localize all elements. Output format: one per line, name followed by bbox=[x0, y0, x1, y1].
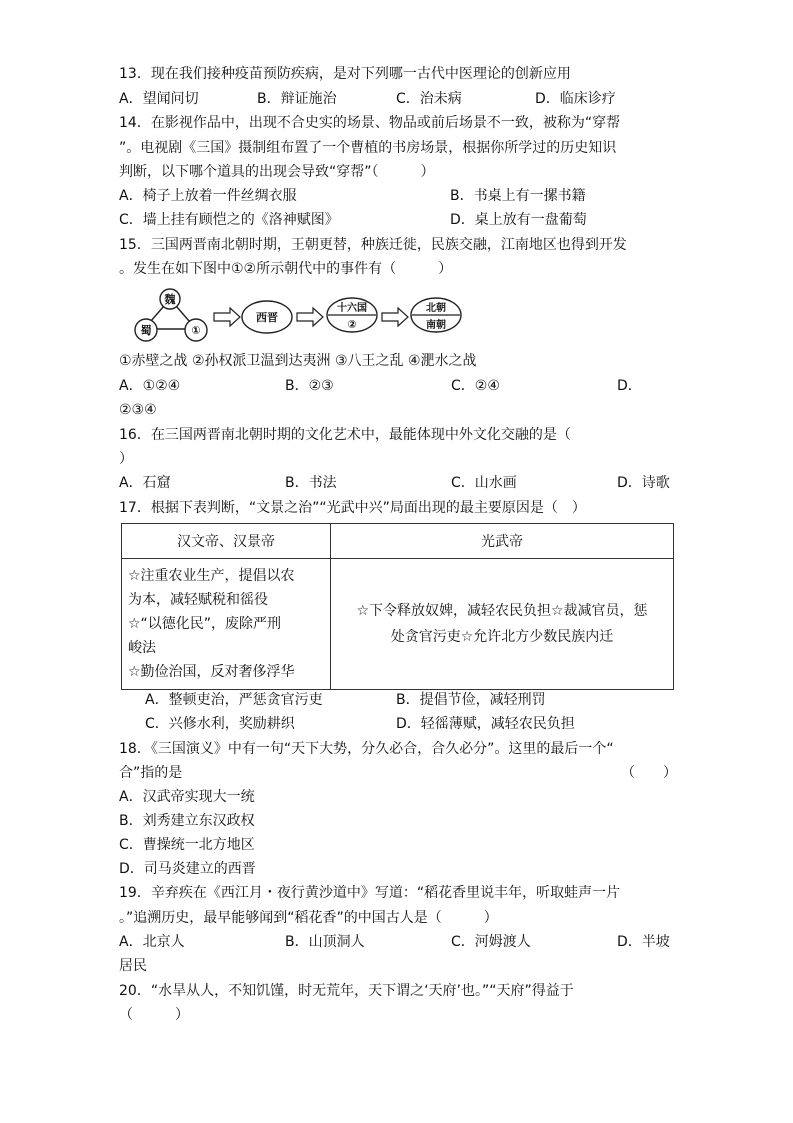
q15-option-d: D． bbox=[617, 378, 642, 394]
table-row bbox=[122, 559, 674, 690]
q16-option-d: D．诗歌 bbox=[617, 475, 670, 491]
node-one bbox=[185, 319, 207, 341]
label-shu: 蜀 bbox=[140, 324, 152, 337]
q19-option-d-content: 居民 bbox=[119, 958, 147, 974]
q15-stem-line-1: 15．三国两晋南北朝时期，王朝更替，种族迁徙，民族交融，江南地区也得到开发 bbox=[119, 237, 627, 253]
q13-option-c: C．治未病 bbox=[396, 91, 462, 107]
q14-option-d: D．桌上放有一盘葡萄 bbox=[450, 212, 587, 228]
label-xijin: 西晋 bbox=[256, 311, 278, 324]
table-header-row bbox=[122, 524, 674, 559]
q18-stem-line-1: 18．《三国演义》中有一句“天下大势，分久必合，合久必分”。这里的最后一个“ bbox=[119, 741, 614, 757]
q16-option-b: B．书法 bbox=[285, 475, 337, 491]
q15-events: ①赤壁之战 ②孙权派卫温到达夷洲 ③八王之乱 ④淝水之战 bbox=[119, 353, 477, 369]
cell-left-line: ☆勤俭治国，反对奢侈浮华 bbox=[128, 664, 295, 680]
label-shiliuguo: 十六国 bbox=[337, 303, 367, 314]
q14-option-a: A．椅子上放着一件丝绸衣服 bbox=[119, 188, 297, 204]
cell-left-line: ☆注重农业生产，提倡以农 bbox=[128, 568, 295, 584]
q19-option-c: C．河姆渡人 bbox=[451, 934, 531, 950]
label-beichao: 北朝 bbox=[426, 303, 446, 314]
q17-stem: 17．根据下表判断，“文景之治”“光武中兴”局面出现的最主要原因是（ ） bbox=[119, 500, 586, 516]
q19-option-a: A．北京人 bbox=[119, 934, 185, 950]
q13-option-d: D．临床诊疗 bbox=[535, 91, 616, 107]
q18-option-d: D．司马炎建立的西晋 bbox=[119, 861, 256, 877]
q13-stem: 13．现在我们接种疫苗预防疾病，是对下列哪一古代中医理论的创新应用 bbox=[119, 66, 571, 82]
q17-option-c: C．兴修水利，奖励耕织 bbox=[145, 716, 295, 732]
q16-option-a: A．石窟 bbox=[119, 475, 171, 491]
cell-right-line: ☆下令释放奴婢，减轻农民负担☆裁减官员，惩 bbox=[356, 603, 648, 619]
node-shiliuguo bbox=[327, 298, 377, 332]
cell-left-line: 峻法 bbox=[128, 640, 156, 656]
label-nanchao: 南朝 bbox=[426, 320, 446, 331]
q15-stem-line-2: 。发生在如下图中①②所示朝代中的事件有（ ） bbox=[119, 261, 453, 277]
q19-option-b: B．山顶洞人 bbox=[285, 934, 365, 950]
q18-option-b: B．刘秀建立东汉政权 bbox=[119, 813, 255, 829]
q20-stem-line-1: 20．“水旱从人，不知饥馑，时无荒年，天下谓之‘天府’也。”“天府”得益于 bbox=[119, 983, 574, 999]
q15-option-d-content: ②③④ bbox=[119, 402, 157, 418]
q17-option-b: B．提倡节俭，减轻刑罚 bbox=[396, 692, 546, 708]
q16-option-c: C．山水画 bbox=[451, 475, 517, 491]
table-header-right: 光武帝 bbox=[331, 524, 674, 559]
node-shu bbox=[135, 319, 157, 341]
q14-stem-line-1: 14．在影视作品中，出现不合史实的场景、物品或前后场景不一致，被称为“穿帮 bbox=[119, 115, 621, 131]
q20-stem-line-2: （ ） bbox=[119, 1007, 189, 1023]
q18-option-c: C．曹操统一北方地区 bbox=[119, 837, 255, 853]
q13-option-a: A．望闻问切 bbox=[119, 91, 199, 107]
q15-option-c: C．②④ bbox=[451, 378, 500, 394]
q15-option-b: B．②③ bbox=[285, 378, 334, 394]
arrow-3 bbox=[382, 308, 408, 326]
label-two: ② bbox=[347, 318, 357, 331]
table-cell-left bbox=[122, 559, 331, 690]
q17-option-d: D．轻徭薄赋，减轻农民负担 bbox=[396, 716, 575, 732]
q19-option-d: D．半坡 bbox=[617, 934, 670, 950]
q17-comparison-table bbox=[121, 523, 674, 690]
q18-option-a: A．汉武帝实现大一统 bbox=[119, 789, 255, 805]
label-wei: 魏 bbox=[164, 293, 176, 306]
q16-stem-line-2: ） bbox=[119, 451, 133, 467]
q18-answer-paren: （ ） bbox=[621, 765, 677, 781]
q14-option-b: B．书桌上有一摞书籍 bbox=[450, 188, 586, 204]
arrow-1 bbox=[214, 308, 240, 326]
cell-right-line: 处贪官污吏☆允许北方少数民族内迁 bbox=[390, 629, 614, 645]
arrow-2 bbox=[297, 308, 323, 326]
table-header-left: 汉文帝、汉景帝 bbox=[122, 524, 331, 559]
label-one: ① bbox=[191, 324, 201, 337]
node-beichao-nanchao bbox=[411, 298, 461, 332]
table-cell-right bbox=[331, 559, 674, 690]
node-wei bbox=[160, 289, 180, 309]
q19-stem-line-2: 。”追溯历史，最早能够闻到“稻花香”的中国古人是（ ） bbox=[119, 910, 498, 926]
q15-option-a: A．①②④ bbox=[119, 378, 181, 394]
q19-stem-line-1: 19．辛弃疾在《西江月・夜行黄沙道中》写道：“稻花香里说丰年，听取蛙声一片 bbox=[119, 885, 621, 901]
q18-stem-line-2: 合”指的是 bbox=[119, 765, 183, 781]
q13-option-b: B．辩证施治 bbox=[257, 91, 337, 107]
node-xijin bbox=[242, 301, 292, 333]
q16-stem-line-1: 16．在三国两晋南北朝时期的文化艺术中，最能体现中外文化交融的是（ bbox=[119, 427, 571, 443]
q14-stem-line-3: 判断，以下哪个道具的出现会导致“穿帮”（ ） bbox=[119, 164, 435, 180]
cell-left-line: 为本，减轻赋税和徭役 bbox=[128, 592, 268, 608]
dynasty-flow-diagram bbox=[130, 287, 480, 349]
q17-option-a: A．整顿吏治，严惩贪官污吏 bbox=[145, 692, 323, 708]
q14-option-c: C．墙上挂有顾恺之的《洛神赋图》 bbox=[119, 212, 339, 228]
cell-left-line: ☆“以德化民”，废除严刑 bbox=[128, 616, 282, 632]
q14-stem-line-2: ”。电视剧《三国》摄制组布置了一个曹植的书房场景，根据你所学过的历史知识 bbox=[119, 140, 617, 156]
